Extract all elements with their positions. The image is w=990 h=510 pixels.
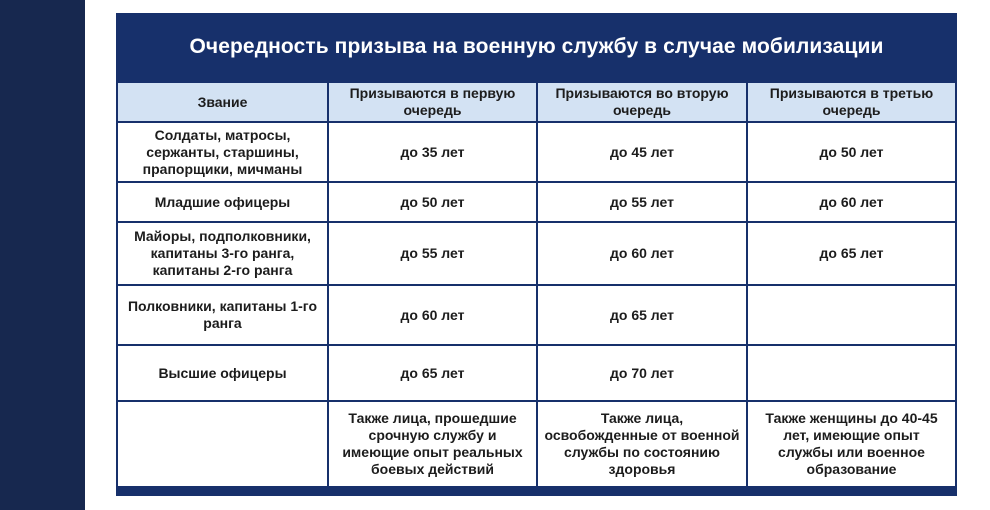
third-wave-cell [748, 286, 955, 344]
rank-cell: Полковники, капитаны 1-го ранга [118, 286, 327, 344]
third-wave-cell: до 50 лет [748, 123, 955, 181]
third-wave-cell: до 60 лет [748, 183, 955, 221]
col-header-first-wave: Призываются в первую очередь [329, 83, 536, 121]
first-wave-cell: до 55 лет [329, 223, 536, 284]
first-wave-note-cell: Также лица, прошедшие срочную службу и имеющие опыт реальных боевых действий [329, 402, 536, 486]
second-wave-cell: до 65 лет [538, 286, 746, 344]
first-wave-cell: до 50 лет [329, 183, 536, 221]
third-wave-cell [748, 346, 955, 400]
first-wave-cell: до 60 лет [329, 286, 536, 344]
second-wave-note-cell: Также лица, освобожденные от военной службы по состоянию здоровья [538, 402, 746, 486]
col-header-second-wave: Призываются во вторую очередь [538, 83, 746, 121]
rank-cell: Солдаты, матросы, сержанты, старшины, прапорщики, мичманы [118, 123, 327, 181]
third-wave-cell: до 65 лет [748, 223, 955, 284]
first-wave-cell: до 65 лет [329, 346, 536, 400]
table-title: Очередность призыва на военную службу в случае мобилизации [189, 35, 884, 58]
second-wave-cell: до 45 лет [538, 123, 746, 181]
second-wave-cell: до 60 лет [538, 223, 746, 284]
rank-cell: Высшие офицеры [118, 346, 327, 400]
col-header-third-wave: Призываются в третью очередь [748, 83, 955, 121]
header-row [118, 83, 955, 121]
first-wave-cell: до 35 лет [329, 123, 536, 181]
mobilization-table [116, 81, 957, 488]
rank-cell [118, 402, 327, 486]
table-row [118, 402, 955, 486]
table-row [118, 223, 955, 284]
third-wave-note-cell: Также женщины до 40-45 лет, имеющие опыт службы или военное образование [748, 402, 955, 486]
table-row [118, 346, 955, 400]
second-wave-cell: до 70 лет [538, 346, 746, 400]
col-header-rank: Звание [118, 83, 327, 121]
table-row [118, 286, 955, 344]
rank-cell: Майоры, подполковники, капитаны 3-го ранга, капитаны 2-го ранга [118, 223, 327, 284]
rank-cell: Младшие офицеры [118, 183, 327, 221]
table-panel [116, 13, 957, 496]
left-stripe [0, 0, 85, 510]
second-wave-cell: до 55 лет [538, 183, 746, 221]
table-row [118, 123, 955, 181]
table-row [118, 183, 955, 221]
